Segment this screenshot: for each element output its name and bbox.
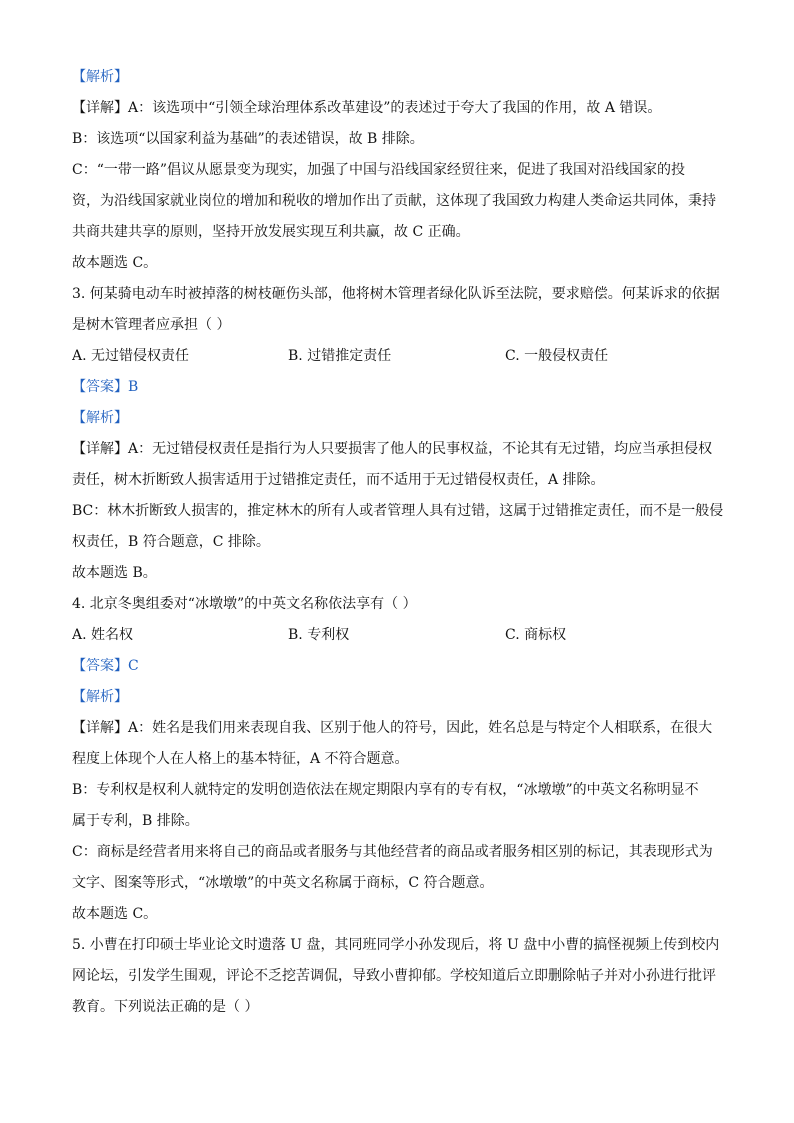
text-line: 5. 小曹在打印硕士毕业论文时遗落 U 盘，其同班同学小孙发现后，将 U 盘中小曹的搞怪视频上传到校内 (72, 937, 720, 953)
text-line: C：“一带一路”倡议从愿景变为现实，加强了中国与沿线国家经贸往来，促进了我国对沿线国家的投 (72, 162, 686, 178)
text-line: B：专利权是权利人就特定的发明创造依法在规定期限内享有的专有权，“冰墩墩”的中英文名称明显不 (72, 782, 699, 798)
section-label: 【答案】C (72, 658, 139, 674)
text-line: 4. 北京冬奥组委对“冰墩墩”的中英文名称依法享有（ ） (72, 596, 417, 612)
text-line: 【详解】A：姓名是我们用来表现自我、区别于他人的符号，因此，姓名总是与特定个人相联系，在很大 (72, 720, 713, 736)
option-c: C. 一般侵权责任 (505, 348, 609, 364)
option-a: A. 无过错侵权责任 (72, 348, 190, 364)
options-row (72, 345, 732, 367)
text-line: 网论坛，引发学生围观，评论不乏挖苦调侃，导致小曹抑郁。学校知道后立即删除帖子并对小孙进行批评 (72, 968, 716, 984)
text-line: 权责任，B 符合题意，C 排除。 (72, 534, 270, 550)
text-line: BC：林木折断致人损害的，推定林木的所有人或者管理人具有过错，这属于过错推定责任，而不是一般侵 (72, 503, 724, 519)
text-line: 教育。下列说法正确的是（ ） (72, 999, 259, 1015)
text-line: 资，为沿线国家就业岗位的增加和税收的增加作出了贡献，这体现了我国致力构建人类命运共同体，秉持 (72, 193, 716, 209)
text-line: 3. 何某骑电动车时被掉落的树枝砸伤头部，他将树木管理者绿化队诉至法院，要求赔偿。何某诉求的依据 (72, 286, 720, 302)
text-line: B：该选项“以国家利益为基础”的表述错误，故 B 排除。 (72, 131, 424, 147)
section-label: 【答案】B (72, 379, 139, 395)
text-line: C：商标是经营者用来将自己的商品或者服务与其他经营者的商品或者服务相区别的标记，其表现形式为 (72, 844, 713, 860)
option-b: B. 过错推定责任 (288, 348, 392, 364)
text-line: 故本题选 C。 (72, 906, 158, 922)
text-line: 程度上体现个人在人格上的基本特征，A 不符合题意。 (72, 751, 409, 767)
text-line: 责任，树木折断致人损害适用于过错推定责任，而不适用于无过错侵权责任，A 排除。 (72, 472, 605, 488)
text-line: 【详解】A：该选项中“引领全球治理体系改革建设”的表述过于夸大了我国的作用，故 A 错误。 (72, 100, 662, 116)
options-row (72, 624, 732, 646)
option-b: B. 专利权 (288, 627, 350, 643)
option-c: C. 商标权 (505, 627, 567, 643)
section-label: 【解析】 (72, 410, 128, 426)
text-line: 【详解】A：无过错侵权责任是指行为人只要损害了他人的民事权益，不论其有无过错，均应当承担侵权 (72, 441, 713, 457)
text-line: 是树木管理者应承担（ ） (72, 317, 231, 333)
text-line: 故本题选 B。 (72, 565, 157, 581)
section-label: 【解析】 (72, 69, 128, 85)
section-label: 【解析】 (72, 689, 128, 705)
text-line: 共商共建共享的原则，坚持开放发展实现互利共赢，故 C 正确。 (72, 224, 470, 240)
text-line: 属于专利，B 排除。 (72, 813, 199, 829)
text-line: 故本题选 C。 (72, 255, 158, 271)
text-line: 文字、图案等形式，“冰墩墩”的中英文名称属于商标，C 符合题意。 (72, 875, 494, 891)
option-a: A. 姓名权 (72, 627, 134, 643)
